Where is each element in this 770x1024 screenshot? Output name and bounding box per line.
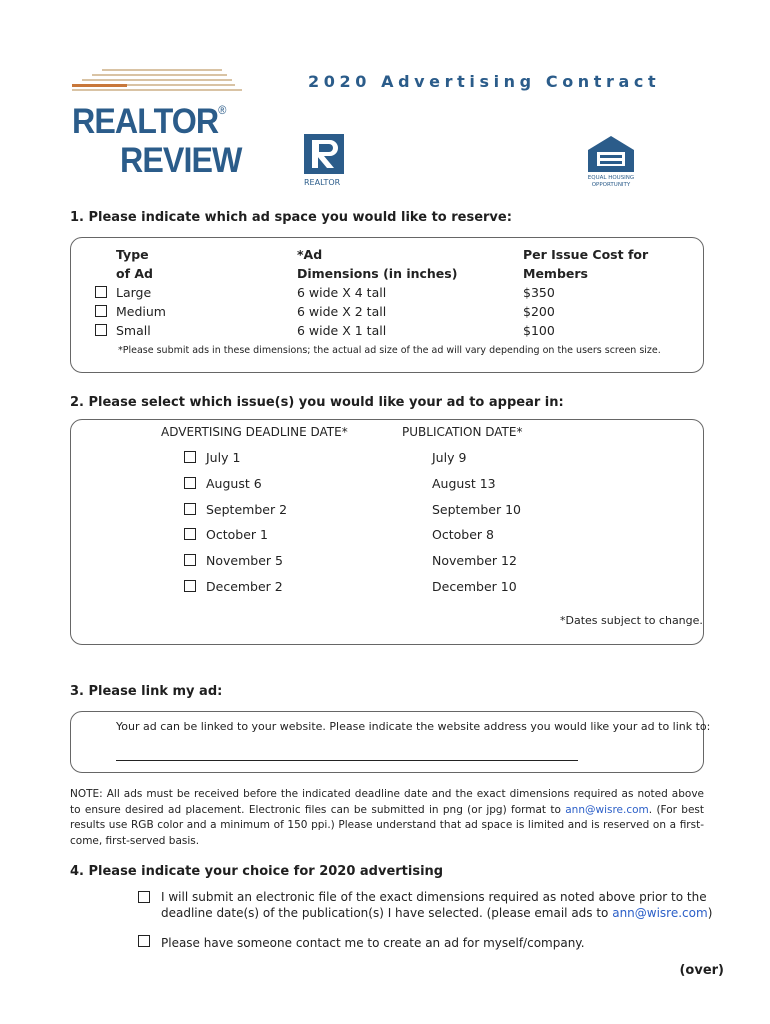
deadline-december: December 2 <box>206 579 283 594</box>
checkbox-medium[interactable] <box>95 305 107 317</box>
ad-dim-small: 6 wide X 1 tall <box>297 323 387 338</box>
dates-footnote: *Dates subject to change. <box>560 614 703 627</box>
page-title: 2020 Advertising Contract <box>308 72 661 91</box>
equal-housing-icon <box>584 134 638 188</box>
over-indicator: (over) <box>679 963 724 978</box>
ad-cost-small: $100 <box>523 323 555 338</box>
option1-line2: deadline date(s) of the publication(s) I have selected. (please email ads to ann@wisre.com) <box>161 906 713 920</box>
option2-text: Please have someone contact me to create an ad for myself/company. <box>161 936 585 950</box>
publication-header: PUBLICATION DATE* <box>402 425 523 439</box>
realtor-review-logo: REALTOR® REVIEW <box>72 102 242 180</box>
link-instructions: Your ad can be linked to your website. Please indicate the website address you would like your ad to link to: <box>116 720 711 733</box>
note-email-link[interactable]: ann@wisre.com <box>565 803 649 816</box>
publication-november: November 12 <box>432 553 517 568</box>
realtor-r-icon <box>302 132 354 188</box>
deadline-header: ADVERTISING DEADLINE DATE* <box>161 425 348 439</box>
col-type-header-2: of Ad <box>116 266 153 281</box>
section4-heading: 4. Please indicate your choice for 2020 advertising <box>70 864 444 879</box>
checkbox-submit-own-ad[interactable] <box>138 891 150 903</box>
ad-cost-large: $350 <box>523 285 555 300</box>
section3-heading: 3. Please link my ad: <box>70 684 223 699</box>
publication-july: July 9 <box>432 450 467 465</box>
ad-type-small: Small <box>116 323 151 338</box>
col-cost-header-1: Per Issue Cost for <box>523 247 649 262</box>
deadline-october: October 1 <box>206 527 268 542</box>
svg-text:OPPORTUNITY: OPPORTUNITY <box>591 182 631 188</box>
publication-december: December 10 <box>432 579 517 594</box>
col-type-header-1: Type <box>116 247 149 262</box>
dimensions-footnote: *Please submit ads in these dimensions; the actual ad size of the ad will vary depending on the users screen size. <box>118 345 661 356</box>
publication-october: October 8 <box>432 527 494 542</box>
deadline-august: August 6 <box>206 476 262 491</box>
option1-line1: I will submit an electronic file of the exact dimensions required as noted above prior to the <box>161 890 707 904</box>
svg-text:REALTOR: REALTOR <box>304 178 341 187</box>
website-url-field[interactable] <box>116 744 578 761</box>
checkbox-issue-december[interactable] <box>184 580 196 592</box>
checkbox-issue-september[interactable] <box>184 503 196 515</box>
deadline-september: September 2 <box>206 502 288 517</box>
checkbox-issue-july[interactable] <box>184 451 196 463</box>
publication-august: August 13 <box>432 476 496 491</box>
ad-type-large: Large <box>116 285 152 300</box>
deadline-november: November 5 <box>206 553 283 568</box>
note-paragraph: NOTE: All ads must be received before the indicated deadline date and the exact dimensions required as noted above to ensure desired ad placement. Electronic files can be submitted in png (or jpg) format to ann@wisre.com. (For best results use RGB color and a minimum of 150 ppi.) Please understand that ad space is limited and is reserved on a first-come, first-served basis. <box>70 788 704 847</box>
col-cost-header-2: Members <box>523 266 588 281</box>
checkbox-issue-august[interactable] <box>184 477 196 489</box>
svg-text:EQUAL HOUSING: EQUAL HOUSING <box>587 175 635 181</box>
checkbox-issue-october[interactable] <box>184 528 196 540</box>
checkbox-large[interactable] <box>95 286 107 298</box>
col-dim-header-1: *Ad <box>297 247 323 262</box>
publication-september: September 10 <box>432 502 521 517</box>
issue-box <box>70 419 704 645</box>
col-dim-header-2: Dimensions (in inches) <box>297 266 458 281</box>
logo-stripes <box>72 68 242 94</box>
checkbox-issue-november[interactable] <box>184 554 196 566</box>
ad-cost-medium: $200 <box>523 304 555 319</box>
option1-email-link[interactable]: ann@wisre.com <box>612 906 708 920</box>
ad-dim-large: 6 wide X 4 tall <box>297 285 387 300</box>
section2-heading: 2. Please select which issue(s) you would like your ad to appear in: <box>70 395 564 410</box>
deadline-july: July 1 <box>206 450 241 465</box>
section1-heading: 1. Please indicate which ad space you would like to reserve: <box>70 210 512 225</box>
checkbox-contact-me[interactable] <box>138 935 150 947</box>
ad-dim-medium: 6 wide X 2 tall <box>297 304 387 319</box>
ad-type-medium: Medium <box>116 304 166 319</box>
checkbox-small[interactable] <box>95 324 107 336</box>
